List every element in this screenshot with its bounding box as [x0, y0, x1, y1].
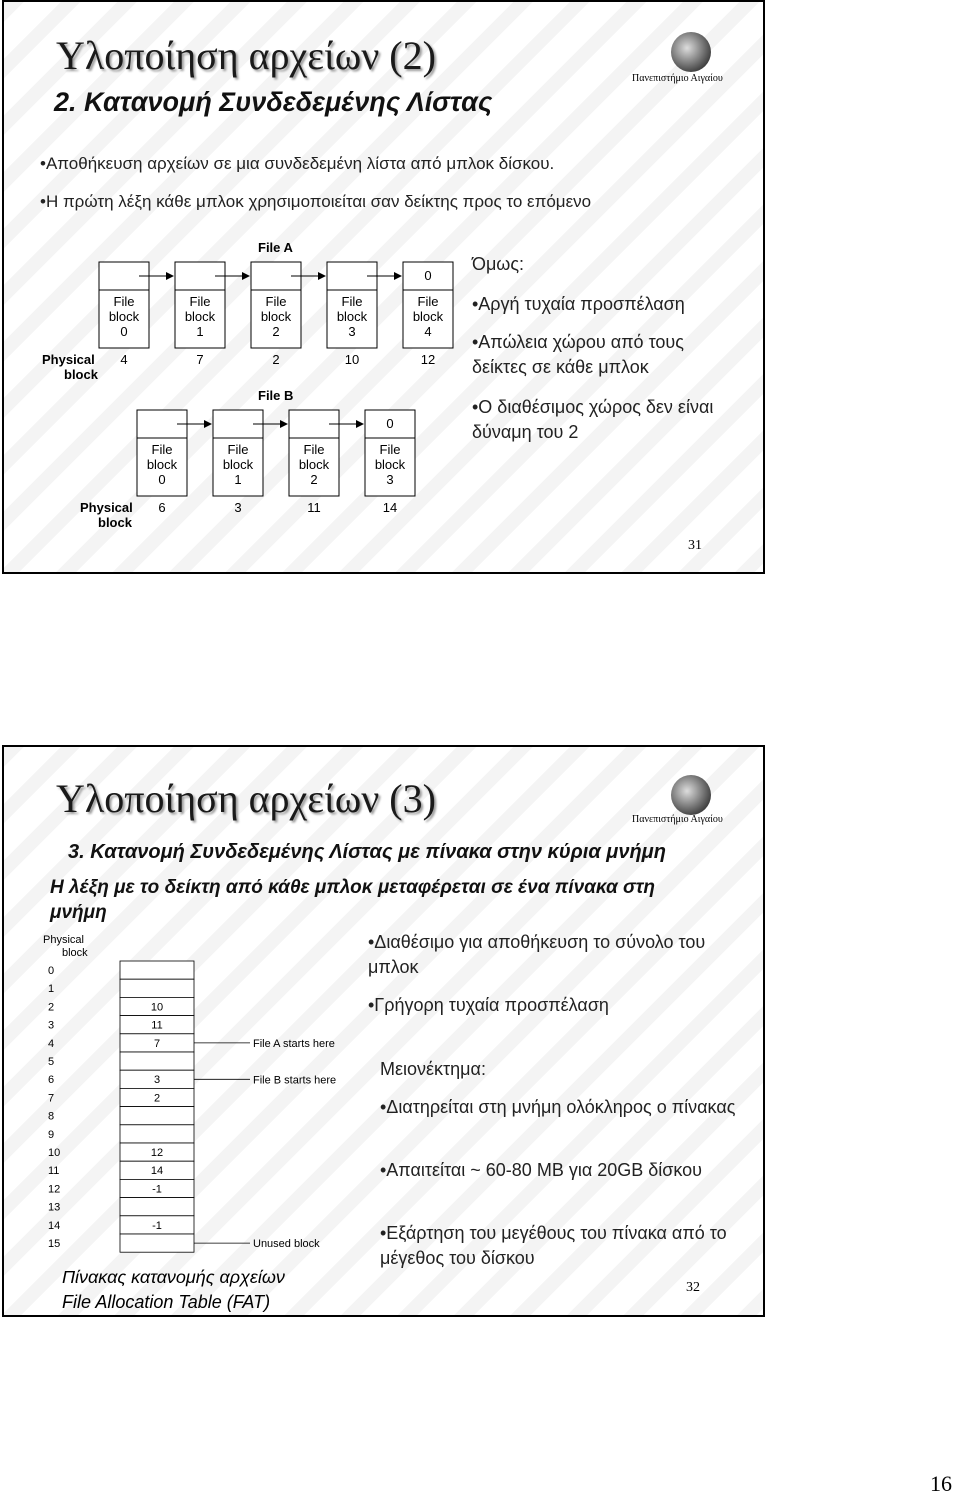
fat-header-2: block — [62, 947, 88, 959]
intro-text: Η λέξη με το δείκτη από κάθε μπλοκ μεταφέρεται σε ένα πίνακα στη μνήμη — [50, 877, 656, 923]
physical-block-label-a: Physical — [42, 352, 95, 367]
file-a-block-0 — [99, 262, 149, 348]
fat-index: 15 — [48, 1238, 61, 1250]
side-bullet-2: •Απώλεια χώρου από τους δείκτες σε κάθε μπλοκ — [472, 332, 684, 377]
slide-title: Υλοποίηση αρχείων (3) — [56, 776, 436, 821]
fat-index: 7 — [48, 1092, 55, 1105]
bullet-1: •Αποθήκευση αρχείων σε μια συνδεδεμένη λίστα από μπλοκ δίσκου. — [40, 154, 555, 173]
right-bullet-1: •Διαθέσιμο για αποθήκευση το σύνολο του μπλοκ — [368, 932, 706, 977]
svg-text:block: block — [412, 309, 444, 324]
svg-text:block: block — [260, 309, 292, 324]
logo-caption: Πανεπιστήμιο Αιγαίου — [632, 73, 723, 84]
file-b-block-3 — [365, 410, 415, 496]
fat-value: 7 — [153, 1037, 161, 1050]
svg-text:1: 1 — [196, 324, 204, 339]
svg-text:3: 3 — [348, 324, 356, 339]
svg-text:block: block — [108, 309, 140, 324]
svg-text:block: block — [222, 457, 254, 472]
file-a-blocks — [99, 262, 453, 348]
svg-text:1: 1 — [234, 472, 242, 487]
fat-row — [48, 1070, 194, 1088]
fat-row — [48, 1161, 194, 1179]
slide-subtitle: 3. Κατανομή Συνδεδεμένης Λίστας με πίνακα στην κύρια μνήμη — [68, 841, 666, 863]
svg-text:block: block — [64, 367, 98, 382]
fat-row — [48, 1179, 194, 1197]
svg-text:block: block — [146, 457, 178, 472]
svg-text:File: File — [379, 442, 401, 457]
svg-text:2: 2 — [310, 472, 318, 487]
document-page-number: 16 — [930, 1471, 952, 1496]
fat-header-1: Physical — [43, 934, 84, 946]
page-number: 32 — [686, 1280, 700, 1295]
svg-text:File: File — [417, 294, 439, 309]
fat-row — [48, 1052, 194, 1070]
fat-index: 14 — [48, 1219, 61, 1232]
disadvantage-1: •Διατηρείται στη μνήμη ολόκληρος ο πίνακας — [380, 1097, 736, 1117]
fat-value: -1 — [152, 1219, 162, 1232]
fat-row — [48, 1016, 194, 1034]
file-b-physical-0: 6 — [158, 500, 166, 515]
disadvantage-2: •Απαιτείται ~ 60-80 MB για 20GB δίσκου — [380, 1160, 703, 1180]
fat-cell — [120, 961, 194, 979]
fat-index: 9 — [48, 1128, 55, 1141]
slide-title: Υλοποίηση αρχείων (2) — [56, 33, 436, 78]
physical-block-label-b: Physical — [80, 500, 133, 515]
file-a-physical-2: 2 — [272, 352, 280, 367]
svg-text:block: block — [184, 309, 216, 324]
university-logo-icon — [671, 775, 711, 815]
svg-text:0: 0 — [386, 416, 394, 431]
slide-subtitle: 2. Κατανομή Συνδεδεμένης Λίστας — [54, 87, 493, 117]
fat-row — [48, 1234, 194, 1252]
fat-cell — [120, 1234, 194, 1252]
file-b-physical-1: 3 — [234, 500, 242, 515]
file-a-physical-1: 7 — [196, 352, 204, 367]
fat-cell — [120, 979, 194, 997]
fat-index: 12 — [48, 1183, 61, 1196]
side-bullet-1: •Αργή τυχαία προσπέλαση — [472, 294, 685, 314]
file-a-block-4 — [403, 262, 453, 348]
fat-row — [48, 1125, 194, 1143]
fat-row — [48, 1088, 194, 1106]
fat-index: 2 — [48, 1001, 55, 1014]
annotation-file-b: File B starts here — [253, 1074, 337, 1087]
svg-text:File: File — [341, 294, 363, 309]
fat-index: 4 — [48, 1037, 55, 1050]
fat-caption — [62, 1265, 285, 1315]
svg-text:File: File — [303, 442, 325, 457]
fat-index: 3 — [48, 1019, 55, 1032]
disadvantage-3: •Εξάρτηση του μεγέθους του πίνακα από το μέγεθος του δίσκου — [380, 1223, 727, 1268]
fat-row — [48, 1107, 194, 1125]
svg-text:File: File — [227, 442, 249, 457]
bullet-2: •Η πρώτη λέξη κάθε μπλοκ χρησιμοποιείται σαν δείκτης προς το επόμενο — [40, 192, 592, 211]
fat-index: 5 — [48, 1056, 55, 1068]
file-b-block-1 — [213, 410, 263, 496]
fat-row — [48, 961, 194, 979]
annotation-unused-block: Unused block — [253, 1238, 320, 1251]
fat-index: 0 — [48, 965, 55, 977]
logo-caption: Πανεπιστήμιο Αιγαίου — [632, 814, 723, 825]
fat-caption-line-1: Πίνακας κατανομής αρχείων — [62, 1267, 285, 1287]
file-a-block-1 — [175, 262, 225, 348]
svg-text:File: File — [151, 442, 173, 457]
fat-index: 6 — [48, 1074, 55, 1087]
svg-text:2: 2 — [272, 324, 280, 339]
annotation-file-a: File A starts here — [253, 1037, 335, 1050]
slide-32 — [2, 745, 765, 1317]
svg-text:0: 0 — [158, 472, 166, 487]
fat-table-diagram — [40, 929, 350, 1259]
file-b-block-0 — [137, 410, 187, 496]
fat-index: 1 — [48, 983, 55, 996]
fat-index: 11 — [48, 1165, 60, 1178]
side-bullet-3: •Ο διαθέσιμος χώρος δεν είναι δύναμη του 2 — [472, 397, 714, 442]
file-b-block-2 — [289, 410, 339, 496]
svg-text:0: 0 — [424, 268, 432, 283]
fat-value: 3 — [153, 1074, 161, 1087]
file-a-physical-0: 4 — [120, 352, 128, 367]
fat-index: 10 — [48, 1147, 61, 1159]
disadvantage-heading: Μειονέκτημα: — [380, 1059, 486, 1079]
fat-rows — [48, 961, 336, 1252]
fat-row — [48, 1034, 194, 1052]
svg-text:block: block — [98, 515, 132, 530]
fat-cell — [120, 1107, 194, 1125]
file-b-physical-2: 11 — [307, 500, 321, 515]
fat-row — [48, 979, 194, 997]
fat-row — [48, 1216, 194, 1234]
svg-text:0: 0 — [120, 324, 128, 339]
fat-value: -1 — [152, 1183, 162, 1196]
right-bullet-2: •Γρήγορη τυχαία προσπέλαση — [368, 995, 609, 1015]
fat-value: 12 — [150, 1147, 164, 1159]
file-b-label: File B — [258, 388, 294, 403]
fat-cell — [120, 1052, 194, 1070]
svg-text:4: 4 — [424, 324, 432, 339]
svg-text:File: File — [189, 294, 211, 309]
file-b-physical-3: 14 — [382, 500, 398, 515]
svg-text:File: File — [113, 294, 135, 309]
file-a-block-2 — [251, 262, 301, 348]
fat-value: 2 — [153, 1092, 161, 1105]
fat-caption-line-2: File Allocation Table (FAT) — [62, 1292, 271, 1312]
svg-text:block: block — [374, 457, 406, 472]
file-a-physical-4: 12 — [420, 352, 436, 367]
svg-text:File: File — [265, 294, 287, 309]
file-a-block-3 — [327, 262, 377, 348]
slide-31 — [2, 0, 765, 574]
university-logo-icon — [671, 32, 711, 72]
file-a-label: File A — [258, 240, 293, 255]
fat-cell — [120, 1198, 194, 1216]
linked-list-diagram — [34, 234, 464, 534]
side-heading: Όμως: — [472, 254, 525, 274]
fat-index: 13 — [48, 1201, 61, 1214]
file-a-physical-3: 10 — [344, 352, 360, 367]
fat-value: 10 — [150, 1001, 164, 1014]
svg-text:block: block — [298, 457, 330, 472]
fat-row — [48, 1143, 194, 1161]
page-number: 31 — [688, 538, 702, 553]
fat-value: 14 — [150, 1165, 164, 1178]
fat-row — [48, 1198, 194, 1216]
svg-text:block: block — [336, 309, 368, 324]
fat-index: 8 — [48, 1110, 55, 1123]
fat-cell — [120, 1125, 194, 1143]
svg-text:3: 3 — [386, 472, 394, 487]
fat-value: 11 — [151, 1019, 163, 1032]
fat-row — [48, 997, 194, 1015]
